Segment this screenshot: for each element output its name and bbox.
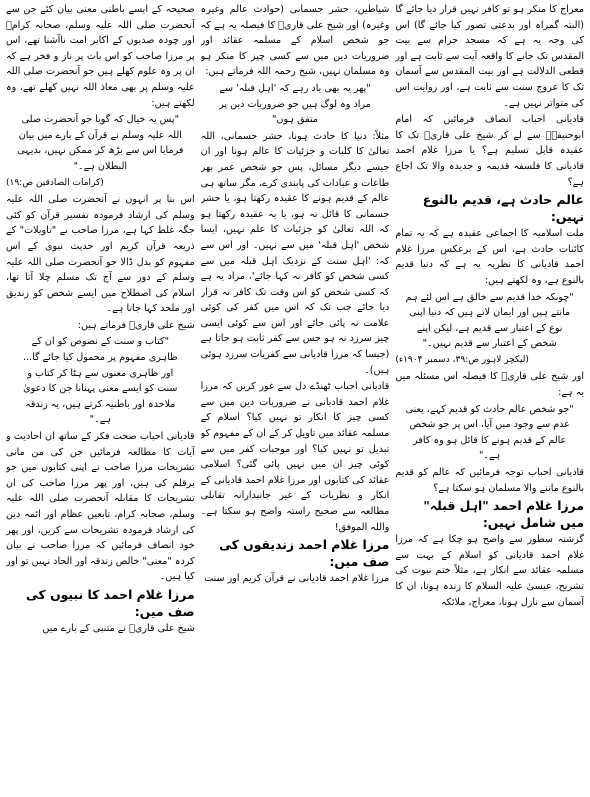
paragraph: گزشتہ سطور سے واضح ہو چکا ہے کہ مرزا غلام احمد قادیانی کو اسلام کے بہت سے مسلمہ عقائد سے انکار ہے، مثلاً ختم نبوت کی تشریح، عیسیٰ علیہ السلام کا زندہ ہونا، ان کا آسمان سے نازل ہونا، معراج، ملائکہ [395, 534, 584, 608]
paragraph: شیخ علی قاریؒ نے متنبی کے بارے میں [42, 622, 195, 634]
quotation: "پھر یہ بھی یاد رہے کہ 'اہل قبلہ' سے مراد وہ لوگ ہیں جو ضروریات دین پر متفق ہوں" [219, 82, 371, 126]
reference-citation: (کرامات الصادقین ص:۱۹) [5, 177, 104, 188]
paragraph: اور شیخ علی قاریؒ کا فیصلہ اس مسئلہ میں یہ ہے: [395, 371, 584, 399]
section-heading: عالم حادث ہے، قدیم بالنوع نہیں: [422, 192, 584, 225]
paragraph: شیخ علی قاریؒ فرماتے ہیں: [77, 319, 195, 331]
paragraph: قادیانی احباب ٹھنڈے دل سے غور کریں کہ مرزا غلام احمد قادیانی نے ضروریات دین میں سے کسی چیز کا انکار تو نہیں کیا؟ اسلام کے مسلمہ عقائد میں تاویل کر کے ان کے مفہوم کو تبدیل تو نہیں کیا؟ اور موجبات کفر میں سے کوئی چیز ان میں نہیں پائی گئی؟ اسلامی عقائد کی کتابوں اور مرزا غلام احمد قادیانی کے انکار و نظریات کے غیر جانبدارانہ تقابلی مطالعہ سے صحیح راستہ واضح ہو سکتا ہے۔ واللہ الموفق! [200, 381, 390, 533]
section-heading: مرزا غلام احمد کا نبیوں کی صف میں: [26, 586, 195, 619]
paragraph: مرزا غلام احمد قادیانی نے قرآن کریم اور سنت [204, 573, 390, 585]
paragraph: قادیانی احباب انصاف فرمائیں کہ امام ابوحنیفہؒ سے لے کر شیخ علی قاریؒ تک کا عقیدہ قابل تسلیم ہے؟ یا مرزا غلام احمد قادیانی کا فلسفہ قدیمہ و جدیدہ والا تک اجاع ہے؟ [395, 114, 584, 188]
paragraph: صحیحہ کے ایسے باطنی معنی بیان کئے جن سے آنحضرت صلی اللہ علیہ وسلم، صحابہ کرامؓ اور چودہ صدیوں کے اکابر امت ناآشنا تھے، اس پر مرزا صاحب کو اس بات پر ناز و فخر ہے کہ ان پر وہ علوم کھلے ہیں جو آنحضرت صلی اللہ علیہ وسلم پر بھی معاذ اللہ نہیں کھلے تھے، وہ لکھتے ہیں: [5, 4, 195, 109]
paragraph: شیاطین، حشر جسمانی (حوادث عالم وغیرہ وغیرہ) اور شیخ علی قاریؒ کا فیصلہ یہ ہے کہ جو شخص اسلام کے مسلمہ عقائد اور ضروریات دین میں سے کسی چیز کا منکر ہو وہ مسلمان نہیں، شیخ رحمہ اللہ فرماتے ہیں: [200, 4, 390, 78]
reference-citation: (لیکچر لاہور ص:۳۹، دسمبر ۱۹۰۴ء) [395, 354, 529, 365]
paragraph: قادیانی احباب صحت فکر کے ساتھ ان احادیث و آیات کا مطالعہ فرمائیں جن کی من مانی تشریحات مرزا صاحب نے اپنی کتابوں میں جو برقلم کی ہیں، اور پھر مرزا صاحب کی ان تشریحات کا مقابلہ آنحضرت صلی اللہ علیہ وسلم، صحابہ کرام، تابعین عظام اور ائمہ دین کی ارشاد فرمودہ تشریحات سے کریں، اور پھر خود انصاف فرمائیں کہ مرزا صاحب نے بیان کردہ "معنی" خالص زندقہ اور الحاد نہیں تو اور کیا ہیں۔ [5, 431, 195, 583]
paragraph: ملت اسلامیہ کا اجماعی عقیدہ ہے کہ یہ تمام کائنات حادث ہے، اس کے برعکس مرزا غلام احمد قادیانی کا نظریہ یہ ہے کہ دنیا قدیم بالنوع ہے، وہ لکھتے ہیں: [395, 228, 584, 286]
paragraph: اس بنا پر انہوں نے آنحضرت صلی اللہ علیہ وسلم کی ارشاد فرمودہ تفسیر قرآن کو کئی جگہ غلط کہا ہے، مرزا صاحب نے "تاویلات" کے ذریعہ قرآن کریم اور حدیث نبوی کے اس مفہوم کو بدل ڈالا جو آنحضرت صلی اللہ علیہ وسلم کے دور سے آج تک مسلم چلا آتا تھا، اسلام کی اصطلاح میں ایسے شخص کو زندیق اور ملحد کہا جاتا ہے۔ [5, 194, 195, 315]
section-heading: مرزا غلام احمد "اہل قبلہ" میں شامل نہیں: [423, 498, 584, 531]
column-right [395, 2, 584, 797]
quotation: "پس یہ خیال کہ گویا جو آنحضرت صلی اللہ علیہ وسلم نے قرآن کے بارے میں بیان فرمایا اس سے بڑھ کر ممکن نہیں، بدیہی البطلان ہے۔" [17, 114, 184, 172]
column-left [6, 2, 195, 797]
quotation: "چونکہ خدا قدیم سے خالق ہے اس لئے ہم مانتے ہیں اور ایمان لاتے ہیں کہ دنیا اپنی نوع کے اعتبار سے قدیم ہے، لیکن اپنے شخص کے اعتبار سے قدیم نہیں۔" [405, 291, 574, 350]
section-heading: مرزا غلام احمد زندیقوں کی صف میں: [219, 537, 390, 570]
column-middle [201, 2, 390, 797]
paragraph: قادیانی احباب توجہ فرمائیں کہ عالم کو قدیم بالنوع ماننے والا مسلمان ہو سکتا ہے؟ [395, 467, 584, 494]
quotation: "جو شخص عالم حادث کو قدیم کہے، یعنی عدم سے وجود میں آیا، اس پر جو شخص عالم کے قدیم ہونے کا قائل ہو وہ کافر ہے۔" [405, 403, 574, 462]
paragraph: معراج کا منکر ہو تو کافر نہیں قرار دیا جائے گا (البتہ گمراہ اور بدعتی تصور کیا جائے گا) اس کی وجہ یہ ہے کہ مسجد حرام سے بیت المقدس تک جانے کا واقعہ آیت سے ثابت ہے اور قطعی الدلالت ہے اور بیت المقدس سے آسمان تک کا عروج سنت سے ثابت ہے، اور روایت اس کی متواتر نہیں ہے۔ [395, 4, 584, 109]
paragraph: مثلاً: دنیا کا حادث ہونا، حشر جسمانی، اللہ تعالیٰ کا کلیات و جزئیات کا عالم ہونا اور ان جیسے دیگر مسائل، پس جو شخص عمر بھر طاعات و عبادات کی پابندی کرے، مگر ساتھ ہی عالم کے قدیم ہونے کا عقیدہ رکھتا ہو، یا حشر جسمانی کا قائل نہ ہو، یا یہ عقیدہ رکھتا ہو کہ اللہ تعالیٰ کو جزئیات کا علم نہیں، ایسا شخص 'اہل قبلہ' میں سے نہیں۔ اور اس سے کہ: 'اہل سنت کے نزدیک اہل قبلہ میں سے کسی شخص کو کافر نہ کہا جائے'، مراد یہ ہے کہ کسی شخص کو اس وقت تک کافر نہ قرار دیا جائے جب تک کہ اس میں کفر کی کوئی علامت نہ پائی جائے اور اس سے کوئی ایسی چیز سرزد نہ ہو جس سے کفر ثابت ہو جاتا ہے (جیسا کہ مرزا قادیانی سے کفریات سرزد ہوئی ہیں)۔ [200, 130, 390, 376]
quotation: "کتاب و سنت کے نصوص کو ان کے ظاہری مفہوم پر محمول کیا جائے گا... اور ظاہری معنوں سے ہٹا کر کتاب و سنت کو ایسے معنی پہنانا جن کا دعویٰ ملاحدہ اور باطنیہ کرتے ہیں، یہ زندقہ ہے۔" [22, 336, 178, 426]
